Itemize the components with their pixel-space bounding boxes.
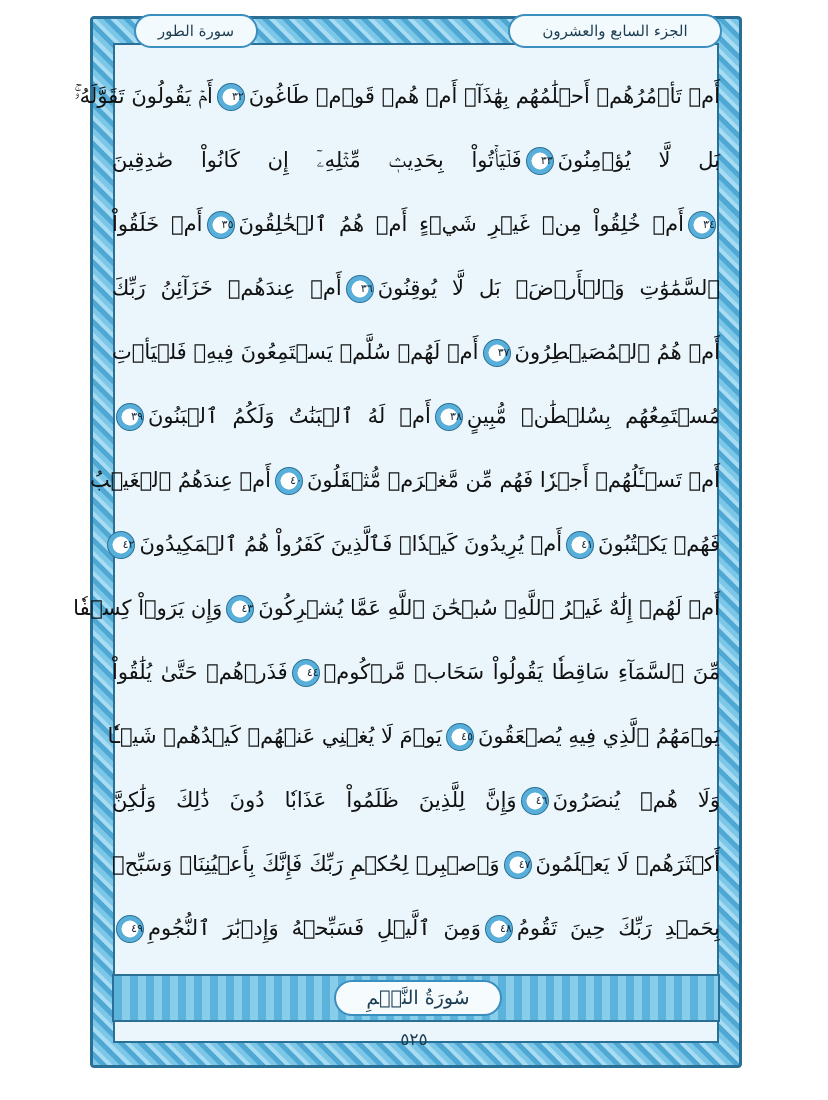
verse-text: أَكۡثَرَهُمۡ لَا يَعۡلَمُونَ xyxy=(535,852,720,876)
verse-text: أَمۡ عِندَهُمُ ٱلۡغَيۡبُ xyxy=(89,468,271,492)
verse-line xyxy=(112,642,720,702)
verse-line xyxy=(112,770,720,830)
verse-line xyxy=(89,450,720,510)
verse-line xyxy=(112,386,720,446)
verse-line xyxy=(112,898,720,958)
verse-text: وَإِن يَرَوۡاْ كِسۡفٗا xyxy=(73,596,223,620)
verse-text: فَلۡيَأۡتُواْ بِحَدِيثٖ مِّثۡلِهِۦٓ إِن كَانُواْ صَٰدِقِينَ xyxy=(112,148,522,172)
verse-line xyxy=(73,578,720,638)
verse-text: وَٱصۡبِرۡ لِحُكۡمِ رَبِّكَ فَإِنَّكَ بِأَعۡيُنِنَاۖ وَسَبِّحۡ xyxy=(112,852,500,876)
verse-text: أَمۡ خُلِقُواْ مِنۡ غَيۡرِ شَيۡءٍ أَمۡ هُمُ ٱلۡخَٰلِقُونَ xyxy=(238,212,684,236)
verse-line xyxy=(107,706,720,766)
juz-label: الجزء السابع والعشرون xyxy=(508,14,722,48)
verse-text: أَمۡ لَهُ ٱلۡبَنَٰتُ وَلَكُمُ ٱلۡبَنُونَ xyxy=(148,404,431,428)
ayah-marker: ٤٨ xyxy=(485,915,513,943)
surah-label: سورة الطور xyxy=(134,14,258,48)
verse-text: مُسۡتَمِعُهُم بِسُلۡطَٰنٖ مُّبِينٍ xyxy=(466,404,720,428)
ayah-marker: ٤٧ xyxy=(504,851,532,879)
verse-text: أَمۡ يُرِيدُونَ كَيۡدٗاۖ فَٱلَّذِينَ كَفَرُواْ هُمُ ٱلۡمَكِيدُونَ xyxy=(139,532,563,556)
verse-text: بِحَمۡدِ رَبِّكَ حِينَ تَقُومُ xyxy=(516,916,720,940)
verse-text: وَلَا هُمۡ يُنصَرُونَ xyxy=(552,788,720,812)
ayah-marker: ٣٣ xyxy=(526,147,554,175)
verse-line xyxy=(112,194,720,254)
verse-line xyxy=(112,834,720,894)
ayah-marker: ٤٣ xyxy=(226,595,254,623)
ayah-marker: ٣٧ xyxy=(483,339,511,367)
verse-text: مِّنَ ٱلسَّمَآءِ سَاقِطٗا يَقُولُواْ سَحَابٞ مَّرۡكُومٞ xyxy=(323,660,721,684)
verse-text: ٱلسَّمَٰوَٰتِ وَٱلۡأَرۡضَۚ بَل لَّا يُوقِنُونَ xyxy=(377,276,720,300)
surah-banner xyxy=(112,974,720,1022)
verse-text: يَوۡمَهُمُ ٱلَّذِي فِيهِ يُصۡعَقُونَ xyxy=(477,724,720,748)
verse-text: أَمۡ هُمُ ٱلۡمُصَيۡطِرُونَ xyxy=(514,340,721,364)
verse-line xyxy=(74,66,720,126)
ayah-marker: ٤١ xyxy=(566,531,594,559)
verse-text: أَمۡ تَسۡـَٔلُهُمۡ أَجۡرٗا فَهُم مِّن مَّغۡرَمٖ مُّثۡقَلُونَ xyxy=(306,468,720,492)
surah-banner-title: سُورَةُ النَّجۡمِ xyxy=(334,980,502,1016)
verse-text: أَمۡ عِندَهُمۡ خَزَآئِنُ رَبِّكَ xyxy=(112,276,342,300)
verse-line xyxy=(112,322,720,382)
ayah-marker: ٤٥ xyxy=(446,723,474,751)
verse-text: وَمِنَ ٱلَّيۡلِ فَسَبِّحۡهُ وَإِدۡبَٰرَ ٱلنُّجُومِ xyxy=(148,916,481,940)
verse-text: فَذَرۡهُمۡ حَتَّىٰ يُلَٰقُواْ xyxy=(112,660,288,684)
verse-line xyxy=(112,130,720,190)
verse-text: أَمۡ لَهُمۡ إِلَٰهٌ غَيۡرُ ٱللَّهِۚ سُبۡحَٰنَ ٱللَّهِ عَمَّا يُشۡرِكُونَ xyxy=(258,596,720,620)
verse-text: يَوۡمَ لَا يُغۡنِي عَنۡهُمۡ كَيۡدُهُمۡ شَيۡـٔٗا xyxy=(107,724,442,748)
verse-text: أَمۡ يَقُولُونَ تَقَوَّلَهُۥۚ xyxy=(74,84,213,108)
verse-text: أَمۡ لَهُمۡ سُلَّمٞ يَسۡتَمِعُونَ فِيهِۖ فَلۡيَأۡتِ xyxy=(112,340,479,364)
ayah-marker: ٤٦ xyxy=(521,787,549,815)
verse-text: وَإِنَّ لِلَّذِينَ ظَلَمُواْ عَذَابٗا دُونَ ذَٰلِكَ وَلَٰكِنَّ xyxy=(112,788,517,812)
ayah-marker: ٣٥ xyxy=(207,211,235,239)
ayah-marker: ٤٢ xyxy=(107,531,135,559)
verse-line xyxy=(112,514,720,574)
ayah-marker: ٣٨ xyxy=(435,403,463,431)
ayah-marker: ٤٤ xyxy=(292,659,320,687)
ayah-marker: ٣٩ xyxy=(116,403,144,431)
verse-text: أَمۡ تَأۡمُرُهُمۡ أَحۡلَٰمُهُم بِهَٰذَآۚ أَمۡ هُمۡ قَوۡمٞ طَاغُونَ xyxy=(248,84,720,108)
verse-text: أَمۡ خَلَقُواْ xyxy=(112,212,203,236)
ayah-marker: ٣٤ xyxy=(688,211,716,239)
verse-text-area xyxy=(73,66,721,966)
verse-line xyxy=(112,258,720,318)
ayah-marker: ٤٩ xyxy=(116,915,144,943)
ayah-marker: ٣٢ xyxy=(217,83,245,111)
verse-text: بَل لَّا يُؤۡمِنُونَ xyxy=(557,148,720,172)
verse-text: فَهُمۡ يَكۡتُبُونَ xyxy=(598,532,720,556)
ayah-marker: ٣٦ xyxy=(346,275,374,303)
ayah-marker: ٤٠ xyxy=(275,467,303,495)
page-number: ٥٢٥ xyxy=(400,1030,428,1050)
